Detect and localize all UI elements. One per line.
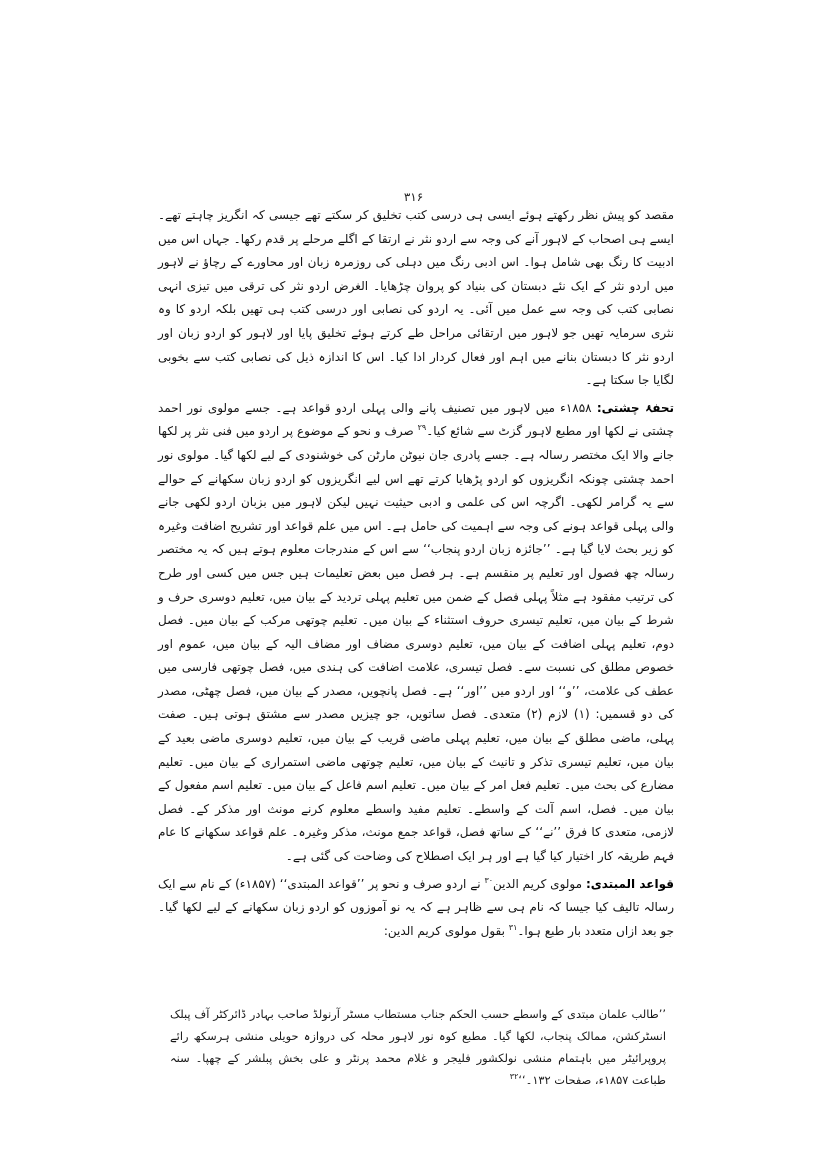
paragraph-qawaid-ul-mubtadi — [158, 873, 674, 944]
paragraph-text: ۱۸۵۸ء میں لاہور میں تصنیف پانے والی پہلی اردو قواعد ہے۔ جسے مولوی نور احمد چشتی نے لکھا اور مطبع لاہور گزٹ سے شائع کیا۔ — [158, 400, 674, 439]
paragraph-tohfa-chishti — [158, 397, 674, 869]
footnote-ref: ۳۰ — [484, 875, 494, 885]
paragraph-text: صرف و نحو کے موضوع پر اردو میں فنی نثر پر لکھا جانے والا ایک مختصر رسالہ ہے۔ جسے پادری جان نیوٹن مارٹن کی خوشنودی کے لیے لکھا گیا۔ مولوی نور احمد چشتی چونکہ انگریزوں کو اردو پڑھایا کرتے تھے اس لیے انگریزوں کو اردو زبان سکھانے کے حوالے سے یہ گرامر لکھی۔ اگرچہ اس کی علمی و ادبی حیثیت نہیں لیکن لاہور میں بزبان اردو لکھی جانے والی پہلی قواعد ہونے کی وجہ سے اہمیت کی حامل ہے۔ اس میں علم قواعد اور تشریح اضافت وغیرہ کو زیر بحث لایا گیا ہے۔ ’’جائزہ زبان اردو پنجاب‘‘ سے اس کے مندرجات معلوم ہوتے ہیں کہ یہ مختصر رسالہ چھ فصول اور تعلیم پر منقسم ہے۔ ہر فصل میں بعض تعلیمات ہیں جس میں کسی اور طرح کی ترتیب مفقود ہے مثلاً پہلی فصل کے ضمن میں تعلیم پہلی تردید کے بیان میں، تعلیم دوسری حرف و شرط کے بیان میں، تعلیم تیسری حروف استثناء کے بیان میں۔ تعلیم چوتھی مرکب کے بیان میں۔ فصل دوم، تعلیم پہلی اضافت کے بیان میں، تعلیم دوسری مضاف اور مضاف الیہ کے بیان میں، عموم اور خصوص مطلق کی نسبت سے۔ فصل تیسری، علامت اضافت کی ہندی میں، فصل چوتھی فارسی میں عطف کی علامت، ’’و‘‘ اور اردو میں ’’اور‘‘ ہے۔ فصل پانچویں، مصدر کے بیان میں، فصل چھٹی، مصدر کی دو قسمیں: (۱) لازم (۲) متعدی۔ فصل ساتویں، جو چیزیں مصدر سے مشتق ہوتی ہیں۔ صفت پہلی، ماضی مطلق کے بیان میں، تعلیم پہلی ماضی قریب کے بیان میں، تعلیم دوسری ماضی بعید کے بیان میں، تعلیم تیسری تذکر و تانیث کے بیان میں، تعلیم چوتھی ماضی استمراری کے بیان میں۔ تعلیم مضارع کی بحث میں۔ تعلیم فعل امر کے بیان میں۔ تعلیم اسم فاعل کے بیان میں۔ تعلیم اسم مفعول کے بیان میں۔ فصل، اسم آلت کے واسطے۔ تعلیم مفید واسطے معلوم کرنے مونث اور مذکر کے۔ فصل لازمی، متعدی کا فرق ’’نے‘‘ کے ساتھ فصل، قواعد جمع مونث، مذکر وغیرہ۔ علم قواعد سکھانے کا عام فہم طریقہ کار اختیار کیا گیا ہے اور ہر ایک اصطلاح کی وضاحت کی گئی ہے۔ — [158, 424, 674, 864]
footnote-ref: ۲۹ — [417, 423, 427, 433]
page-number: ۳۱۶ — [403, 190, 424, 204]
main-text — [158, 204, 674, 943]
block-quote — [170, 1003, 666, 1091]
paragraph-text: مقصد کو پیش نظر رکھتے ہوئے ایسی ہی درسی کتب تخلیق کر سکتے تھے جیسی کہ انگریز چاہتے تھے۔ ایسے ہی اصحاب کے لاہور آنے کی وجہ سے اردو نثر نے ارتقا کے اگلے مرحلے پر قدم رکھا۔ جہاں اس میں ادبیت کا رنگ بھی شامل ہوا۔ اس ادبی رنگ میں دہلی کی روزمرہ زبان اور محاورے کے رچاؤ نے لاہور میں اردو نثر کے ایک نئے دبستان کی بنیاد کو پروان چڑھایا۔ الغرض اردو نثر کی ترقی میں تیزی انہی نصابی کتب کی وجہ سے عمل میں آئی۔ یہ اردو کی نصابی اور درسی کتب ہی تھیں بلکہ اردو کا وہ نثری سرمایہ تھیں جو لاہور میں ارتقائی مراحل طے کرتے ہوئے تخلیق پایا اور لاہور کو اردو زبان اور اردو نثر کا دبستان بنانے میں اہم اور فعال کردار ادا کیا۔ اس کا اندازہ ذیل کی نصابی کتب سے بخوبی لگایا جا سکتا ہے۔ — [158, 208, 674, 388]
section-heading: تحفۂ چشتی: — [596, 400, 674, 415]
footnote-ref: ۳۱ — [508, 922, 518, 932]
footnote-ref: ۳۲ — [509, 1072, 519, 1082]
quote-text: ’’طالب علمان مبتدی کے واسطے حسب الحکم جناب مستطاب مسٹر آرنولڈ صاحب بہادر ڈائرکٹر آف پبلک انسٹرکشن، ممالک پنجاب، لکھا گیا۔ مطبع کوہ نور لاہور محلہ کی دروازہ حویلی منشی ہرسکھ رائے پروپرائیٹر میں باہتمام منشی نولکشور فلیجر و غلام محمد پرنٹر و علی بخش پبلشر کے چھپا۔ سنہ طباعت ۱۸۵۷ء، صفحات ۱۳۲۔‘‘ — [170, 1007, 666, 1087]
paragraph-text: مولوی کریم الدین — [493, 876, 583, 891]
paragraph-intro — [158, 204, 674, 393]
paragraph-text: بقول مولوی کریم الدین: — [383, 923, 505, 938]
section-heading: قواعد المبتدی: — [585, 876, 674, 891]
paragraph-text: نے اردو صرف و نحو پر ’’قواعد المبتدی‘‘ (۱۸۵۷ء) کے نام سے ایک رسالہ تالیف کیا جیسا کہ نام ہی سے ظاہر ہے کہ یہ نو آموزوں کو اردو زبان سکھانے کے لیے لکھا گیا۔ جو بعد ازاں متعدد بار طبع ہوا۔ — [158, 876, 674, 938]
